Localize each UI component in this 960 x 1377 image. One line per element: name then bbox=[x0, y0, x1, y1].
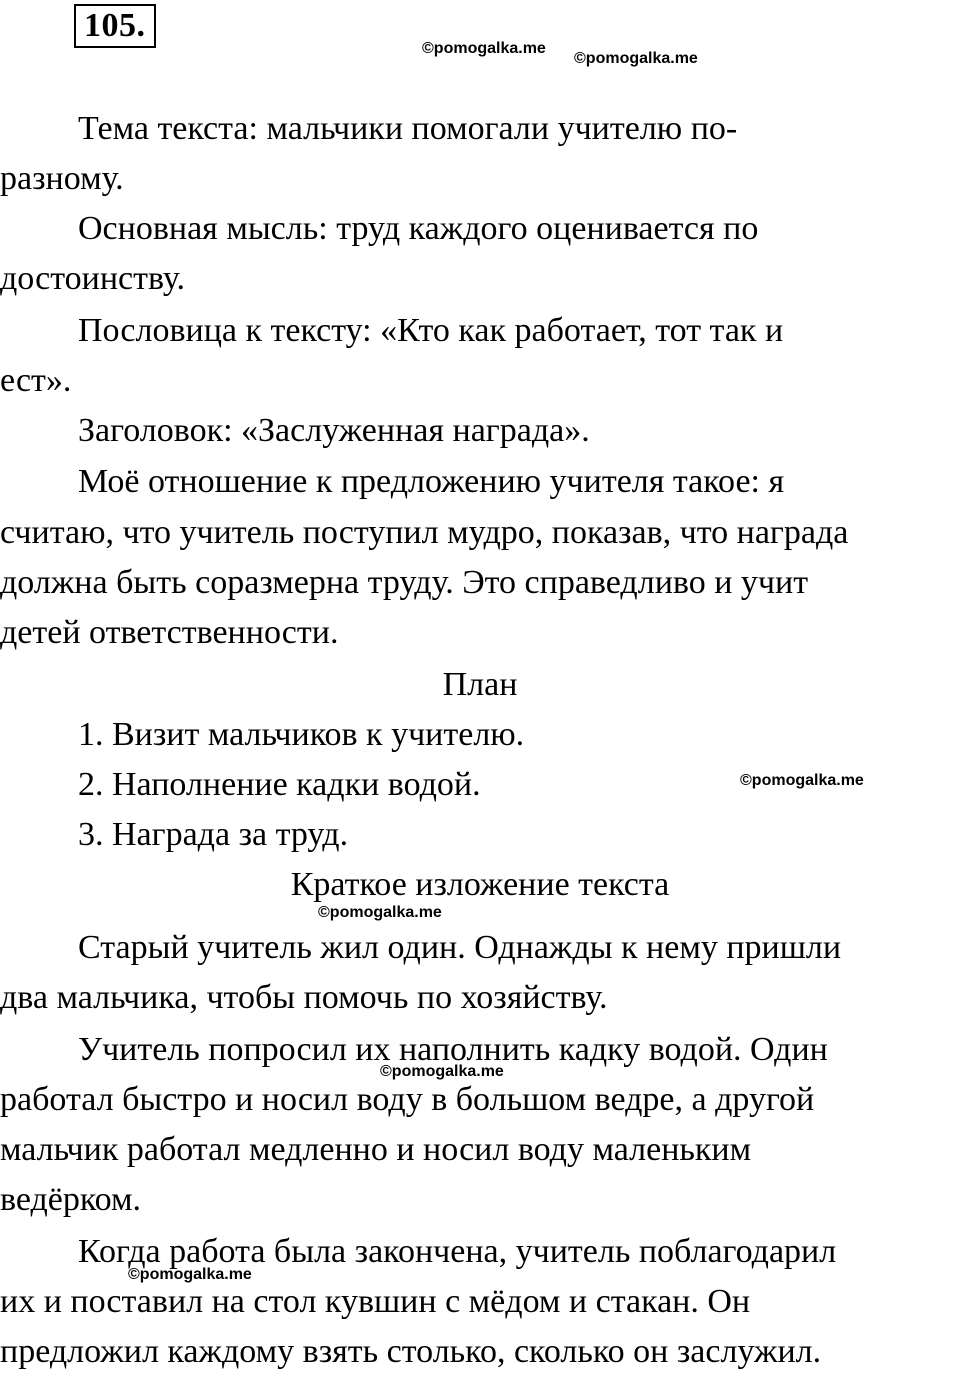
plan-item-1: 1. Визит мальчиков к учителю. bbox=[78, 716, 525, 753]
watermark: ©pomogalka.me bbox=[422, 40, 546, 57]
watermark: ©pomogalka.me bbox=[380, 1063, 504, 1080]
summary-line-1: Старый учитель жил один. Однажды к нему пришли bbox=[78, 929, 842, 966]
summary-line-7: Когда работа была закончена, учитель поблагодарил bbox=[78, 1233, 837, 1270]
proverb-line-1: Пословица к тексту: «Кто как работает, тот так и bbox=[78, 312, 784, 349]
summary-heading: Краткое изложение текста bbox=[290, 866, 670, 903]
opinion-line-1: Моё отношение к предложению учителя такое: я bbox=[78, 463, 785, 500]
summary-line-5: мальчик работал медленно и носил воду маленьким bbox=[0, 1131, 752, 1168]
plan-item-2: 2. Наполнение кадки водой. bbox=[78, 766, 481, 803]
watermark: ©pomogalka.me bbox=[318, 904, 442, 921]
theme-line-2: разному. bbox=[0, 160, 124, 197]
proverb-line-2: ест». bbox=[0, 362, 72, 399]
task-number-box: 105. bbox=[74, 4, 156, 48]
summary-line-4: работал быстро и носил воду в большом ведре, а другой bbox=[0, 1081, 815, 1118]
summary-line-8: их и поставил на стол кувшин с мёдом и стакан. Он bbox=[0, 1283, 751, 1320]
summary-line-3: Учитель попросил их наполнить кадку водой. Один bbox=[78, 1031, 828, 1068]
main-idea-line-1: Основная мысль: труд каждого оценивается по bbox=[78, 210, 759, 247]
opinion-line-2: считаю, что учитель поступил мудро, показав, что награда bbox=[0, 514, 849, 551]
opinion-line-4: детей ответственности. bbox=[0, 614, 339, 651]
opinion-line-3: должна быть соразмерна труду. Это справедливо и учит bbox=[0, 564, 809, 601]
watermark: ©pomogalka.me bbox=[740, 772, 864, 789]
summary-line-2: два мальчика, чтобы помочь по хозяйству. bbox=[0, 979, 608, 1016]
plan-heading: План bbox=[442, 666, 518, 703]
watermark: ©pomogalka.me bbox=[128, 1266, 252, 1283]
theme-line-1: Тема текста: мальчики помогали учителю по- bbox=[78, 110, 738, 147]
plan-item-3: 3. Награда за труд. bbox=[78, 816, 349, 853]
watermark: ©pomogalka.me bbox=[574, 50, 698, 67]
main-idea-line-2: достоинству. bbox=[0, 260, 185, 297]
summary-line-9: предложил каждому взять столько, сколько он заслужил. bbox=[0, 1333, 822, 1370]
summary-line-6: ведёрком. bbox=[0, 1181, 142, 1218]
title-line: Заголовок: «Заслуженная награда». bbox=[78, 412, 590, 449]
